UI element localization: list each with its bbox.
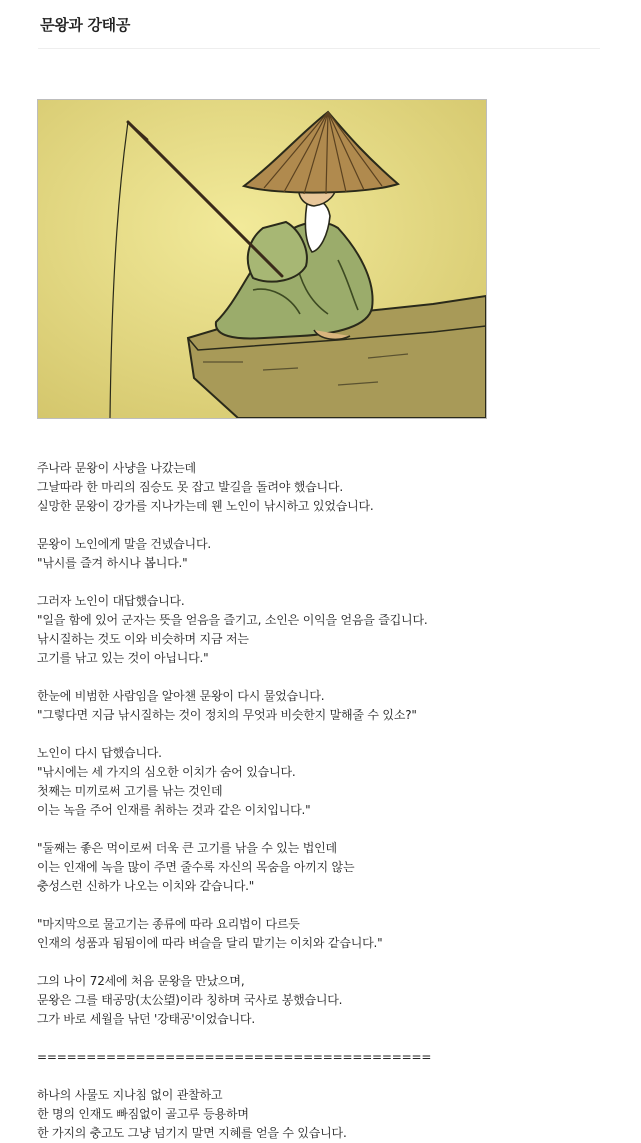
- text-line: 이는 인재에 녹을 많이 주면 줄수록 자신의 목숨을 아끼지 않는: [37, 860, 355, 874]
- text-line: 충성스런 신하가 나오는 이치와 같습니다.": [37, 879, 255, 893]
- text-line: 이는 녹을 주어 인재를 취하는 것과 같은 이치입니다.": [37, 803, 311, 817]
- text-line: 하나의 사물도 지나침 없이 관찰하고: [37, 1088, 223, 1102]
- text-line: 그날따라 한 마리의 짐승도 못 잡고 발길을 돌려야 했습니다.: [37, 480, 343, 494]
- text-line: 한 가지의 충고도 그냥 넘기지 말면 지혜를 얻을 수 있습니다.: [37, 1126, 347, 1140]
- text-line: 노인이 다시 답했습니다.: [37, 746, 162, 760]
- text-line: "낚시에는 세 가지의 심오한 이치가 숨어 있습니다.: [37, 765, 296, 779]
- text-line: 그가 바로 세월을 낚던 '강태공'이었습니다.: [37, 1012, 255, 1026]
- text-line: 첫째는 미끼로써 고기를 낚는 것인데: [37, 784, 223, 798]
- text-line: 문왕이 노인에게 말을 건넸습니다.: [37, 537, 211, 551]
- paragraph-6: [37, 839, 617, 896]
- text-line: "그렇다면 지금 낚시질하는 것이 정치의 무엇과 비슷한지 말해줄 수 있소?": [37, 708, 417, 722]
- text-line: "낚시를 즐겨 하시나 봅니다.": [37, 556, 188, 570]
- text-line: 낚시질하는 것도 이와 비슷하며 지금 저는: [37, 632, 249, 646]
- text-line: "일을 함에 있어 군자는 뜻을 얻음을 즐기고, 소인은 이익을 얻음을 즐깁니다.: [37, 613, 428, 627]
- paragraph-1: [37, 459, 617, 516]
- text-line: 실망한 문왕이 강가를 지나가는데 웬 노인이 낚시하고 있었습니다.: [37, 499, 374, 513]
- text-line: 그의 나이 72세에 처음 문왕을 만났으며,: [37, 974, 245, 988]
- separator-line: [37, 1048, 617, 1067]
- text-line: 고기를 낚고 있는 것이 아닙니다.": [37, 651, 209, 665]
- text-line: 한눈에 비범한 사람임을 알아챈 문왕이 다시 물었습니다.: [37, 689, 325, 703]
- page-title: 문왕과 강태공: [40, 16, 131, 34]
- paragraph-2: [37, 535, 617, 573]
- text-line: "둘째는 좋은 먹이로써 더욱 큰 고기를 낚을 수 있는 법인데: [37, 841, 337, 855]
- paragraph-7: [37, 915, 617, 953]
- text-line: 문왕은 그를 태공망(太公望)이라 칭하며 국사로 봉했습니다.: [37, 993, 343, 1007]
- fisherman-illustration: [37, 99, 487, 419]
- paragraph-8: [37, 972, 617, 1029]
- paragraph-4: [37, 687, 617, 725]
- text-line: 한 명의 인재도 빠짐없이 골고루 등용하며: [37, 1107, 249, 1121]
- post-header: [38, 0, 600, 49]
- paragraph-9: [37, 1086, 617, 1143]
- fisherman-drawing: [38, 100, 486, 418]
- text-line: 그러자 노인이 대답했습니다.: [37, 594, 185, 608]
- text-line: "마지막으로 물고기는 종류에 따라 요리법이 다르듯: [37, 917, 300, 931]
- paragraph-3: [37, 592, 617, 668]
- paragraph-5: [37, 744, 617, 820]
- separator-text: ========================================: [37, 1050, 432, 1064]
- article-body: [37, 459, 617, 1143]
- text-line: 주나라 문왕이 사냥을 나갔는데: [37, 461, 196, 475]
- text-line: 인재의 성품과 됨됨이에 따라 벼슬을 달리 맡기는 이치와 같습니다.": [37, 936, 383, 950]
